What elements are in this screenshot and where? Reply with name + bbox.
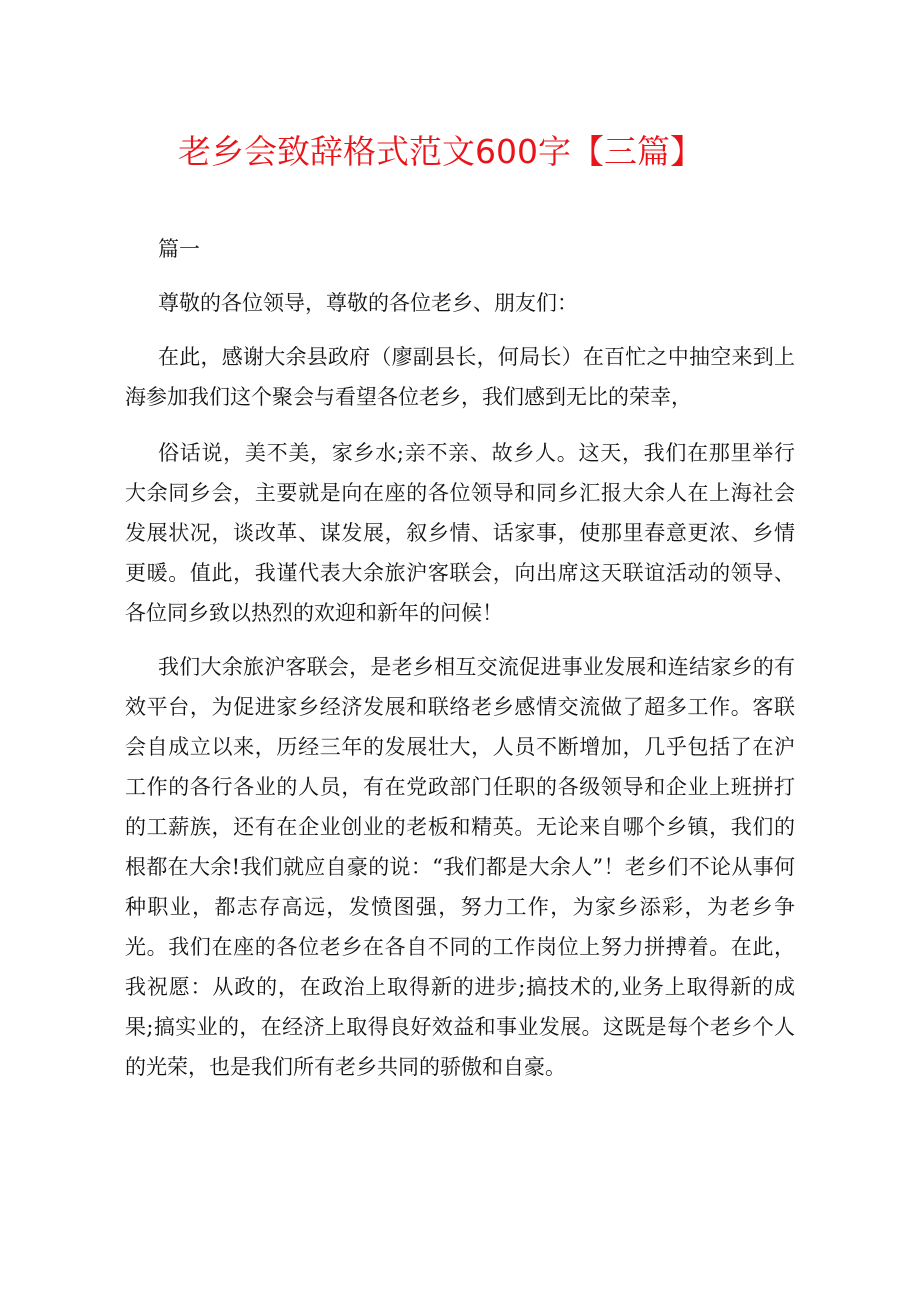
body-paragraph: 俗话说，美不美，家乡水;亲不亲、故乡人。这天，我们在那里举行大余同乡会，主要就是向在座的各位领导和同乡汇报大余人在上海社会发展状况，谈改革、谋发展，叙乡情、话家事，使那里春意更浓、乡情更暖。值此，我谨代表大余旅沪客联会，向出席这天联谊活动的领导、各位同乡致以热烈的欢迎和新年的问候！ (125, 441, 795, 625)
body-paragraph: 我们大余旅沪客联会，是老乡相互交流促进事业发展和连结家乡的有效平台，为促进家乡经济发展和联络老乡感情交流做了超多工作。客联会自成立以来，历经三年的发展壮大，人员不断增加，几乎包括了在沪工作的各行各业的人员，有在党政部门任职的各级领导和企业上班拼打的工薪族，还有在企业创业的老板和精英。无论来自哪个乡镇，我们的根都在大余!我们就应自豪的说：“我们都是大余人”！老乡们不论从事何种职业，都志存高远，发愤图强，努力工作，为家乡添彩，为老乡争光。我们在座的各位老乡在各自不同的工作岗位上努力拼搏着。在此，我祝愿：从政的，在政治上取得新的进步;搞技术的,业务上取得新的成果;搞实业的，在经济上取得良好效益和事业发展。这既是每个老乡个人的光荣，也是我们所有老乡共同的骄傲和自豪。 (125, 655, 795, 1079)
section-heading: 篇一 (158, 237, 200, 261)
salutation-paragraph: 尊敬的各位领导，尊敬的各位老乡、朋友们： (158, 291, 578, 315)
document-title: 老乡会致辞格式范文600字【三篇】 (178, 132, 703, 171)
document-body (125, 229, 795, 1087)
body-paragraph: 在此，感谢大余县政府（廖副县长，何局长）在百忙之中抽空来到上海参加我们这个聚会与看望各位老乡，我们感到无比的荣幸， (125, 345, 795, 409)
